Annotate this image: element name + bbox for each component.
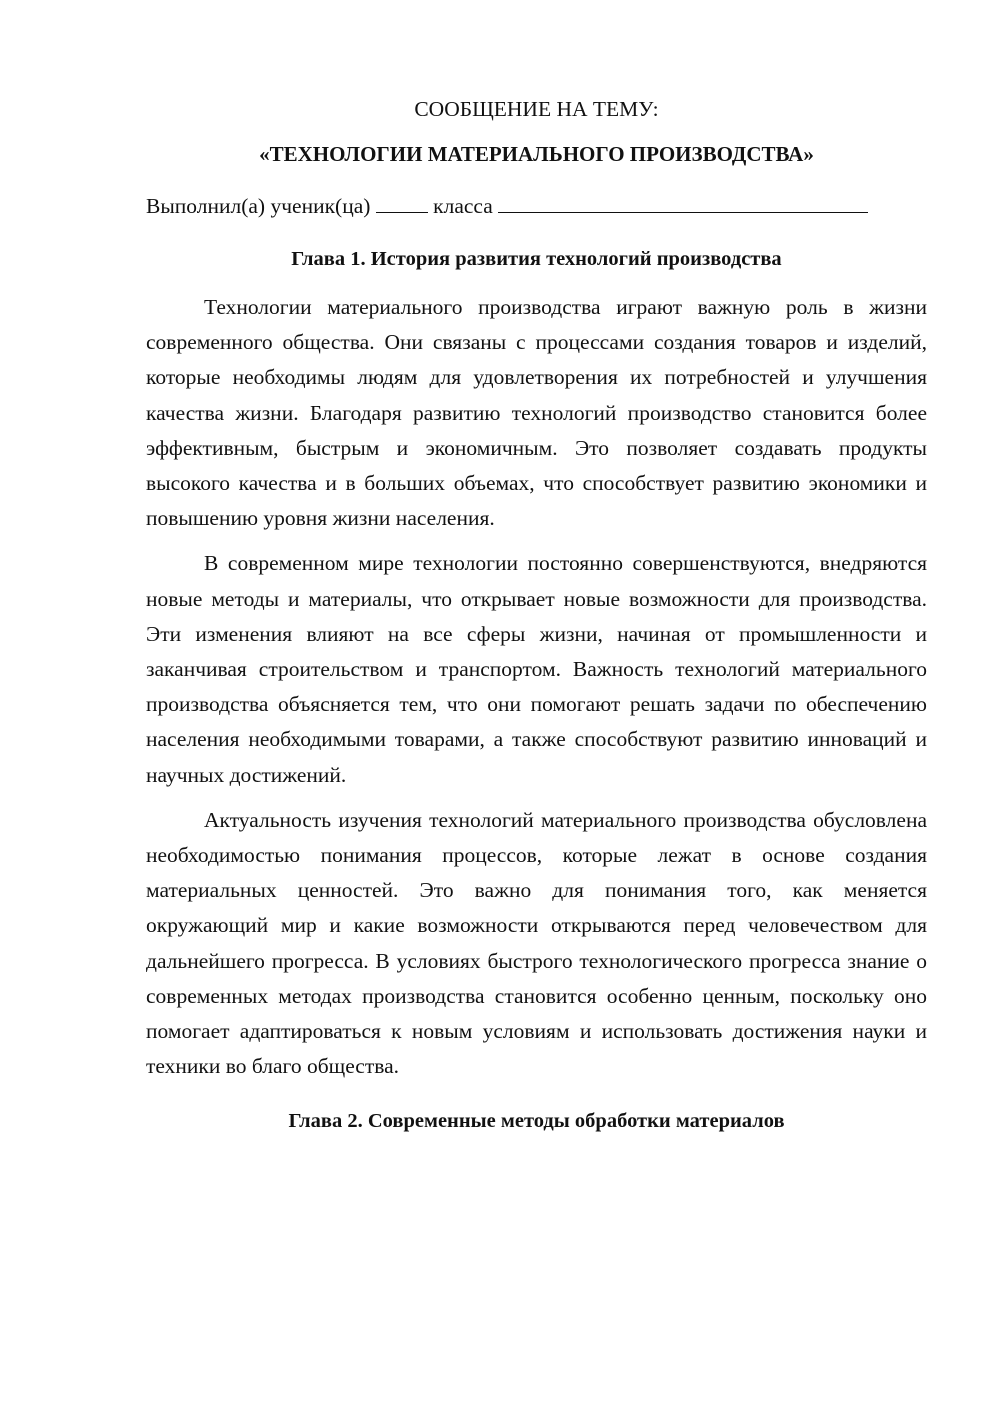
document-page xyxy=(146,92,927,1139)
chapter-2-title: Глава 2. Современные методы обработки материалов xyxy=(288,1110,785,1133)
author-performed-label: Выполнил(а) ученик(ца) xyxy=(146,194,371,218)
chapter-1-title: Глава 1. История развития технологий производства xyxy=(291,248,782,270)
chapter-1-paragraph: В современном мире технологии постоянно совершенствуются, внедряются новые методы и материалы, что открывает новые возможности для производства. Эти изменения влияют на все сферы жизни, начиная от промышленности и заканчивая строительством и транспортом. Важность технологий материального производства объясняется тем, что они помогают решать задачи по обеспечению населения необходимыми товарами, а также способствуют развитию инноваций и научных достижений. xyxy=(146,551,927,787)
report-topic-title: «ТЕХНОЛОГИИ МАТЕРИАЛЬНОГО ПРОИЗВОДСТВА» xyxy=(259,142,814,166)
author-class-label: класса xyxy=(433,194,493,218)
class-number-blank xyxy=(376,192,428,213)
report-type-heading: СООБЩЕНИЕ НА ТЕМУ: xyxy=(414,97,659,121)
chapter-1-paragraph: Актуальность изучения технологий материального производства обусловлена необходимостью понимания процессов, которые лежат в основе создания материальных ценностей. Это важно для понимания того, как меняется окружающий мир и какие возможности открываются перед человечеством для дальнейшего прогресса. В условиях быстрого технологического прогресса знание о современных методах производства становится особенно ценным, поскольку оно помогает адаптироваться к новым условиям и использовать достижения науки и техники во благо общества. xyxy=(146,807,927,1079)
student-name-blank xyxy=(498,192,868,213)
author-line xyxy=(146,189,927,224)
chapter-1-paragraph: Технологии материального производства играют важную роль в жизни современного общества. Они связаны с процессами создания товаров и изделий, которые необходимы людям для удовлетворения их потребностей и улучшения качества жизни. Благодаря развитию технологий производство становится более эффективным, быстрым и экономичным. Это позволяет создавать продукты высокого качества и в больших объемах, что способствует развитию экономики и повышению уровня жизни населения. xyxy=(146,295,927,531)
